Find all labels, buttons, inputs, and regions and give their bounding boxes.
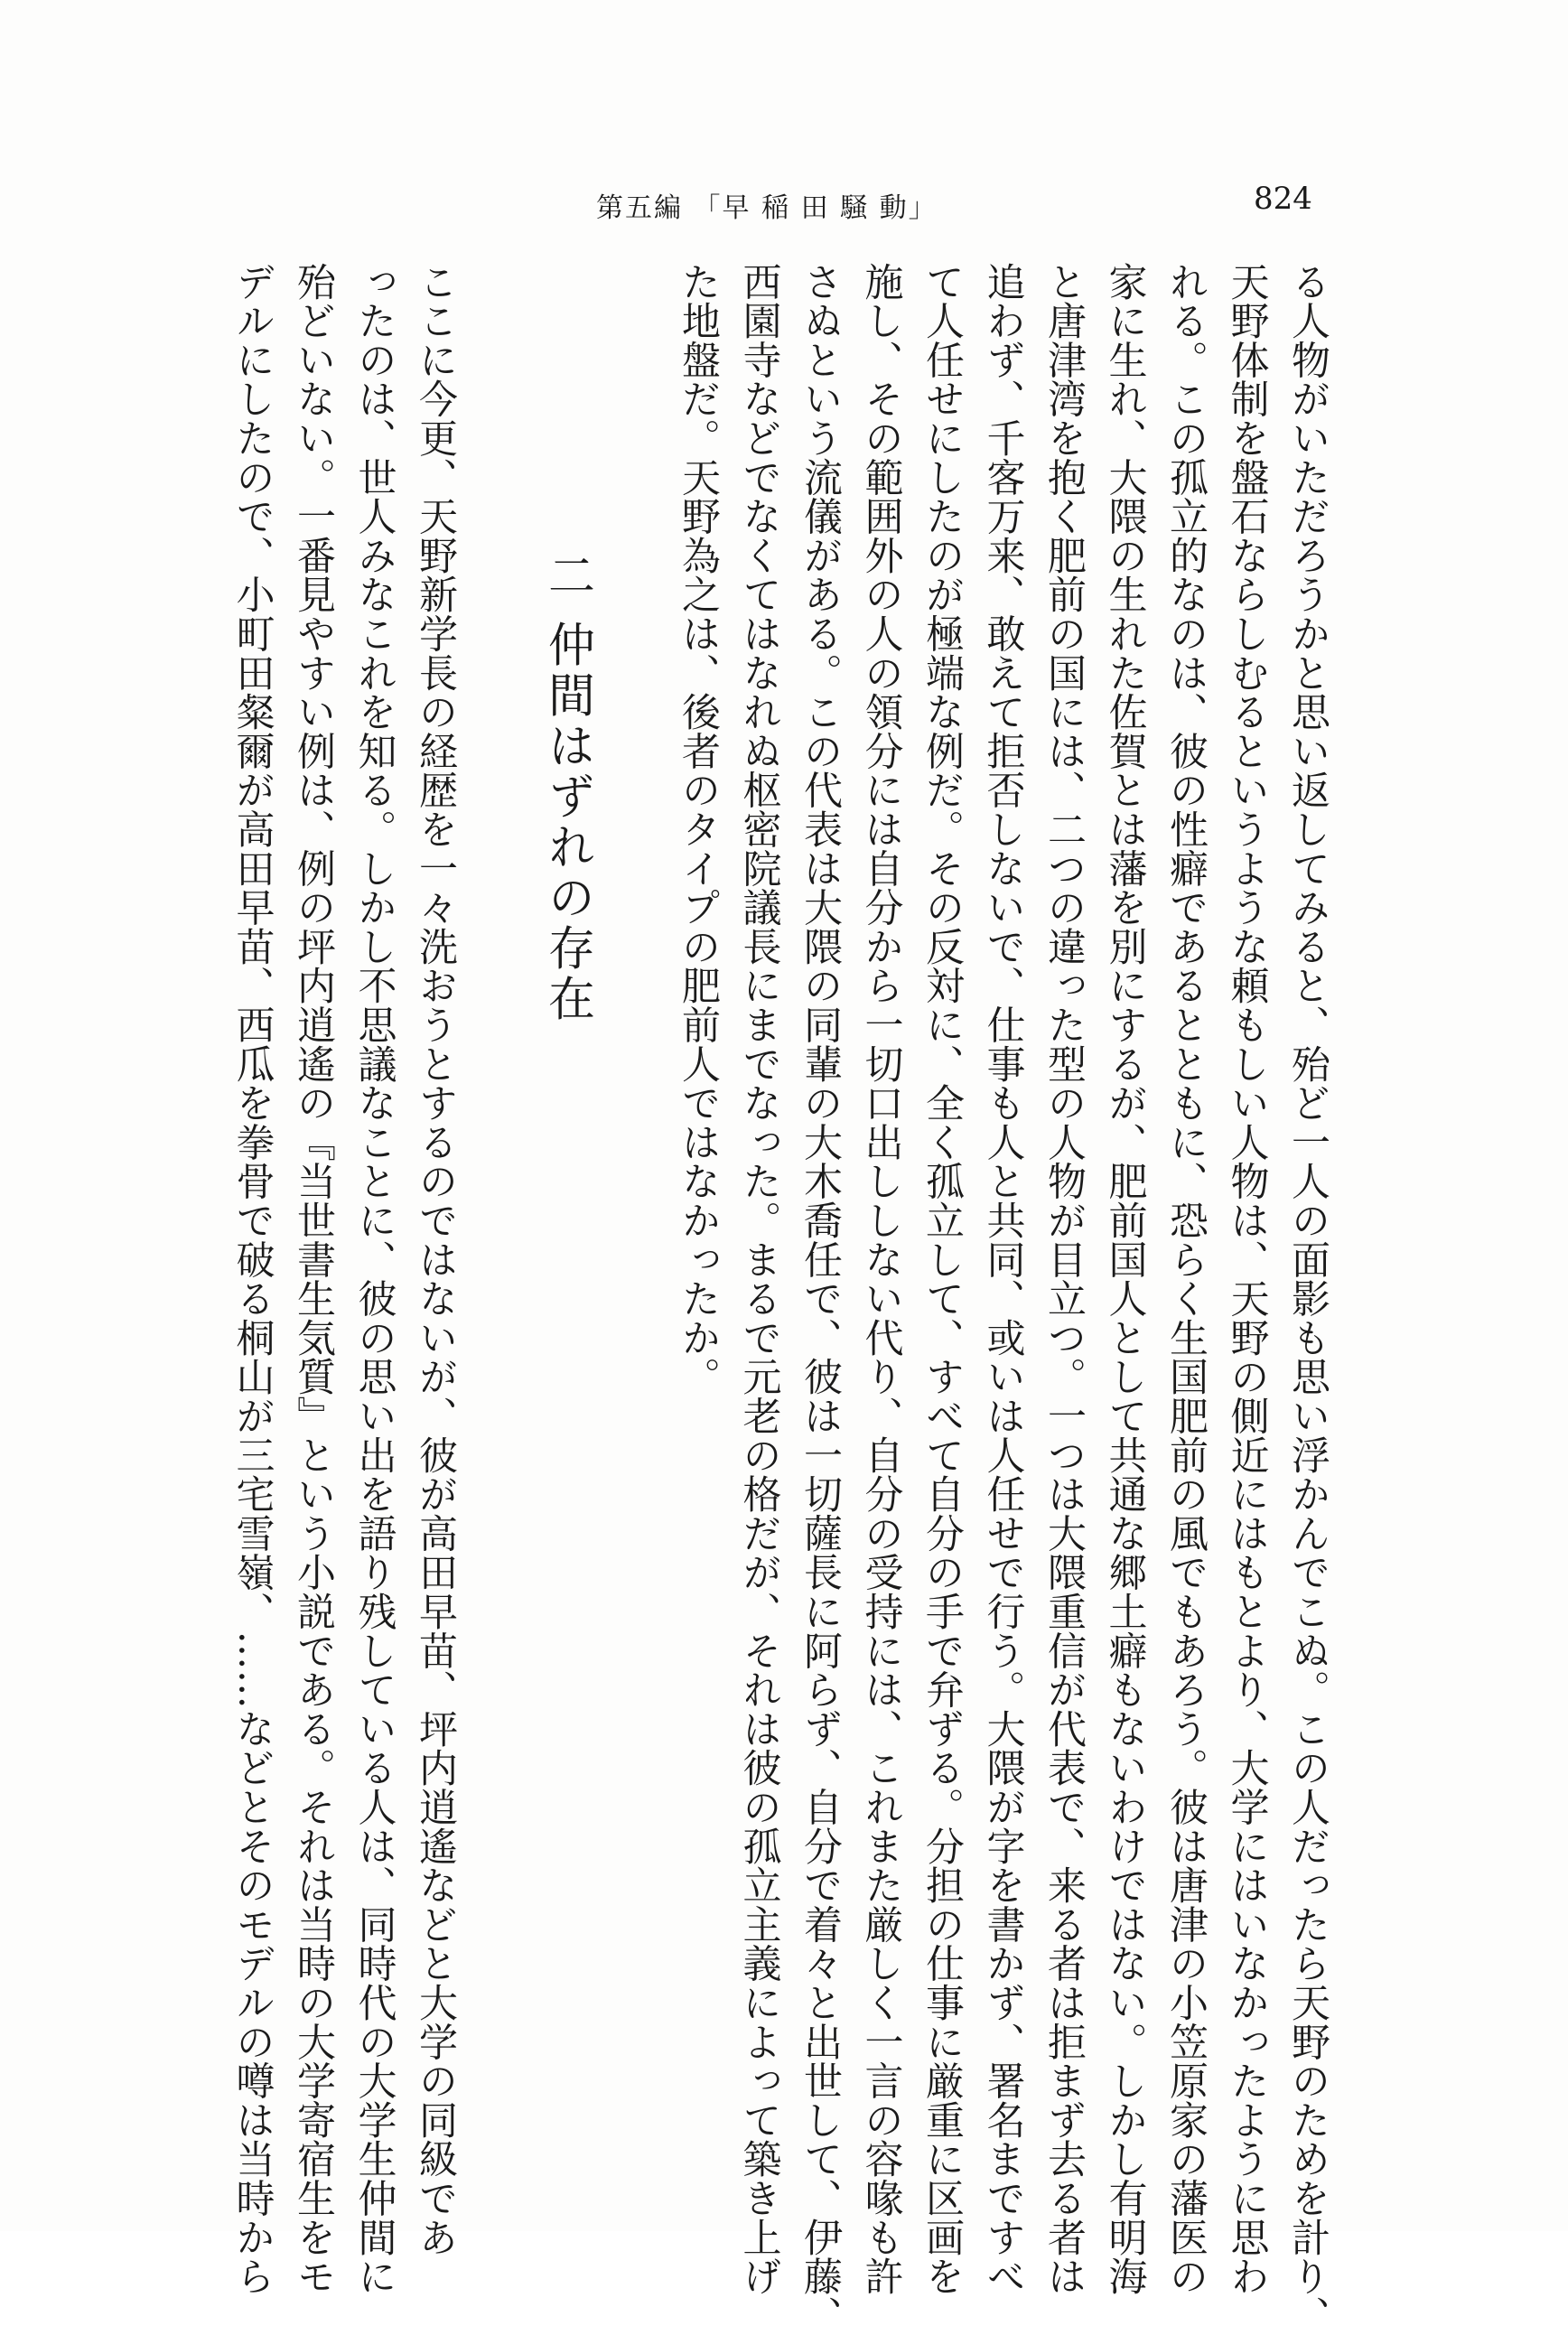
text-line: 施し、その範囲外の人の領分には自分から一切口出ししない代り、自分の受持には、これまた厳しく一言の容喙も許 (858, 262, 904, 2296)
text-line: 西園寺などでなくてはなれぬ枢密院議長にまでなった。まるで元老の格だが、それは彼の孤立主義によって築き上げ (736, 262, 782, 2296)
section-heading: 二 仲間はずれの存在 (539, 551, 594, 1025)
text-line: 追わず、千客万来、敢えて拒否しないで、仕事も人と共同、或いは人任せで行う。大隈が字を書かず、署名まですべ (980, 262, 1026, 2296)
body-text (221, 262, 1338, 2335)
text-line: る人物がいただろうかと思い返してみると、殆ど一人の面影も思い浮かんでこぬ。この人だったら天野のためを計り、 (1285, 262, 1330, 2335)
text-line: 天野体制を盤石ならしむるというような頼もしい人物は、天野の側近にはもとより、大学にはいなかったように思わ (1224, 262, 1270, 2296)
text-line: て人任せにしたのが極端な例だ。その反対に、全く孤立して、すべて自分の手で弁ずる。分担の仕事に厳重に区画を (919, 262, 965, 2296)
text-line: ここに今更、天野新学長の経歴を一々洗おうとするのではないが、彼が高田早苗、坪内逍遙などと大学の同級であ (413, 262, 458, 2257)
text-line: デルにしたので、小町田粲爾が高田早苗、西瓜を拳骨で破る桐山が三宅雪嶺、……などとそのモデルの噂は当時から (229, 262, 275, 2296)
text-line: れる。この孤立的なのは、彼の性癖であるとともに、恐らく生国肥前の風でもあろう。彼は唐津の小笠原家の藩医の (1163, 262, 1209, 2296)
running-header-title: 第五編 「早 稲 田 騒 動」 (596, 192, 938, 224)
text-line: た地盤だ。天野為之は、後者のタイプの肥前人ではなかったか。 (676, 262, 721, 1396)
text-line: ったのは、世人みなこれを知る。しかし不思議なことに、彼の思い出を語り残している人は、同時代の大学生仲間に (351, 262, 397, 2296)
text-line: 家に生れ、大隈の生れた佐賀とは藩を別にするが、肥前国人として共通な郷土癖もないわけではない。しかし有明海 (1102, 262, 1148, 2296)
text-line: と唐津湾を抱く肥前の国には、二つの違った型の人物が目立つ。一つは大隈重信が代表で、来る者は拒まず去る者は (1041, 262, 1087, 2296)
page-number: 824 (1254, 181, 1312, 217)
text-line: 殆どいない。一番見やすい例は、例の坪内逍遙の『当世書生気質』という小説である。それは当時の大学寄宿生をモ (291, 262, 336, 2296)
text-line: さぬという流儀がある。この代表は大隈の同輩の大木喬任で、彼は一切薩長に阿らず、自分で着々と出世して、伊藤、 (798, 262, 843, 2335)
